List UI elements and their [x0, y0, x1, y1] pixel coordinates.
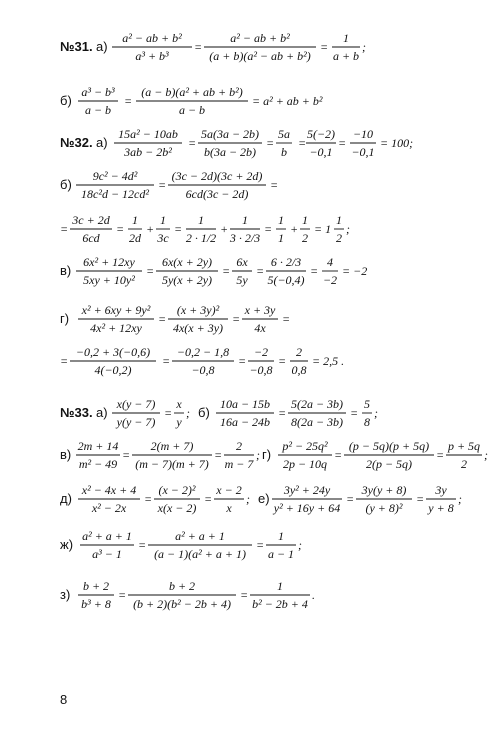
fraction-numerator: 15a² − 10ab — [118, 127, 178, 141]
equation-row-r33z — [0, 576, 499, 616]
fraction-numerator: (x + 3y)² — [176, 303, 220, 317]
fraction-numerator: 6x(x + 2y) — [161, 255, 213, 269]
expression-text: = — [266, 136, 275, 150]
expression-text: ; — [346, 222, 350, 236]
equation-svg — [0, 82, 499, 122]
equation-row-r32b2 — [0, 210, 499, 250]
expression-text: = — [298, 136, 307, 150]
expression-text: ; — [362, 40, 366, 54]
fraction-denominator: −0,8 — [249, 363, 273, 377]
equation-svg — [0, 342, 499, 382]
expression-text: = — [238, 354, 247, 368]
fraction-denominator: 2 — [461, 457, 467, 471]
equation-svg — [0, 300, 499, 340]
expression-text: = −2 — [342, 264, 368, 278]
expression-text: = — [346, 492, 355, 506]
problem-number: №33. — [60, 405, 93, 420]
fraction-numerator: 5a(3a − 2b) — [200, 127, 260, 141]
fraction-denominator: 8 — [364, 415, 370, 429]
fraction-numerator: 1 — [278, 529, 284, 543]
fraction-denominator: a + b — [332, 49, 360, 63]
fraction-numerator: 1 — [343, 31, 349, 45]
fraction-denominator: m − 7 — [224, 457, 254, 471]
fraction-denominator: −2 — [322, 273, 338, 287]
subproblem-label: в) — [60, 447, 72, 462]
fraction-numerator: 5 — [364, 397, 370, 411]
expression-text: . — [312, 588, 315, 602]
expression-text: = 2,5 . — [312, 354, 345, 368]
fraction-numerator: 5a — [278, 127, 290, 141]
fraction-numerator: (a − b)(a² + ab + b²) — [141, 85, 243, 99]
expression-text: = — [416, 492, 425, 506]
fraction-numerator: −10 — [352, 127, 374, 141]
subproblem-label: а) — [96, 405, 108, 420]
expression-text: = — [60, 222, 69, 236]
fraction-denominator: 18c²d − 12cd² — [81, 187, 149, 201]
expression-text: = — [138, 538, 147, 552]
fraction-numerator: 6x² + 12xy — [83, 255, 135, 269]
expression-text: = — [270, 178, 279, 192]
fraction-denominator: y — [176, 415, 182, 429]
fraction-denominator: −0,1 — [351, 145, 375, 159]
fraction-denominator: a − b — [84, 103, 112, 117]
fraction-denominator: 0,8 — [291, 363, 307, 377]
fraction-denominator: x² − 2x — [91, 501, 127, 515]
equation-row-r33ab — [0, 394, 499, 434]
expression-text: = — [264, 222, 273, 236]
fraction-denominator: 6cd(3c − 2d) — [185, 187, 249, 201]
equation-row-r32g1 — [0, 300, 499, 340]
fraction-denominator: a³ + b³ — [135, 49, 169, 63]
fraction-numerator: x — [176, 397, 182, 411]
fraction-numerator: 1 — [302, 213, 308, 227]
subproblem-label: б) — [60, 93, 72, 108]
equation-row-r32b1 — [0, 166, 499, 206]
fraction-numerator: (p − 5q)(p + 5q) — [348, 439, 430, 453]
fraction-denominator: b(3a − 2b) — [203, 145, 257, 159]
subproblem-label: б) — [60, 177, 72, 192]
fraction-numerator: 6 · 2/3 — [270, 255, 302, 269]
fraction-denominator: y + 8 — [428, 501, 454, 515]
subproblem-label: з) — [60, 587, 71, 602]
expression-text: = — [222, 264, 231, 278]
subproblem-label: в) — [60, 263, 72, 278]
fraction-numerator: p + 5q — [447, 439, 481, 453]
expression-text: = — [240, 588, 249, 602]
expression-text: + — [290, 222, 299, 236]
fraction-denominator: −0,8 — [191, 363, 215, 377]
subproblem-label: д) — [60, 491, 72, 506]
expression-text: = — [232, 312, 241, 326]
subproblem-label: е) — [258, 491, 270, 506]
fraction-denominator: 2 — [302, 231, 308, 245]
equation-svg — [0, 124, 499, 164]
fraction-numerator: x + 3y — [244, 303, 276, 317]
fraction-numerator: 6x — [236, 255, 248, 269]
expression-text: = — [310, 264, 319, 278]
fraction-denominator: 4(−0,2) — [94, 363, 132, 377]
expression-text: = — [146, 264, 155, 278]
fraction-denominator: x — [226, 501, 232, 515]
fraction-numerator: b + 2 — [168, 579, 196, 593]
fraction-numerator: a² + a + 1 — [82, 529, 132, 543]
fraction-numerator: 1 — [277, 579, 283, 593]
fraction-numerator: 1 — [198, 213, 204, 227]
fraction-denominator: 5y(x + 2y) — [161, 273, 213, 287]
expression-text: = — [116, 222, 125, 236]
fraction-numerator: 2(m + 7) — [150, 439, 194, 453]
fraction-denominator: 5xy + 10y² — [83, 273, 135, 287]
expression-text: = — [214, 448, 223, 462]
equation-svg — [0, 436, 499, 476]
fraction-denominator: 3c — [157, 231, 169, 245]
expression-text: = — [278, 354, 287, 368]
expression-text: ; — [298, 538, 302, 552]
equation-row-r33zh — [0, 526, 499, 566]
fraction-denominator: 2 — [336, 231, 342, 245]
fraction-denominator: b² − 2b + 4 — [252, 597, 308, 611]
expression-text: = — [350, 406, 359, 420]
fraction-denominator: 2p − 10q — [282, 457, 328, 471]
equation-svg — [0, 166, 499, 206]
fraction-denominator: 3ab − 2b² — [124, 145, 172, 159]
fraction-denominator: b³ + 8 — [81, 597, 111, 611]
equation-svg — [0, 394, 499, 434]
expression-text: + — [220, 222, 229, 236]
fraction-numerator: (3c − 2d)(3c + 2d) — [171, 169, 263, 183]
fraction-numerator: a² + a + 1 — [175, 529, 225, 543]
fraction-denominator: 5y — [236, 273, 248, 287]
fraction-denominator: (a − 1)(a² + a + 1) — [154, 547, 246, 561]
expression-text: = — [188, 136, 197, 150]
fraction-numerator: b + 2 — [82, 579, 110, 593]
fraction-numerator: x² − 4x + 4 — [81, 483, 137, 497]
problem-number: №32. — [60, 135, 93, 150]
fraction-denominator: y² + 16y + 64 — [273, 501, 341, 515]
fraction-numerator: 2 — [236, 439, 242, 453]
expression-text: = — [436, 448, 445, 462]
expression-text: = — [158, 312, 167, 326]
expression-text: = — [204, 492, 213, 506]
fraction-denominator: x(x − 2) — [157, 501, 197, 515]
expression-text: = — [144, 492, 153, 506]
fraction-denominator: 3 · 2/3 — [229, 231, 261, 245]
expression-text: ; — [246, 492, 250, 506]
fraction-denominator: (m − 7)(m + 7) — [135, 457, 209, 471]
fraction-numerator: 10a − 15b — [219, 397, 271, 411]
fraction-denominator: m² − 49 — [78, 457, 118, 471]
fraction-denominator: 2(p − 5q) — [365, 457, 413, 471]
fraction-denominator: −0,1 — [309, 145, 333, 159]
expression-text: = — [122, 448, 131, 462]
fraction-numerator: x(y − 7) — [116, 397, 156, 411]
subproblem-label: а) — [96, 39, 108, 54]
expression-text: = — [158, 178, 167, 192]
fraction-denominator: a − 1 — [267, 547, 295, 561]
fraction-numerator: 9c² − 4d² — [92, 169, 138, 183]
fraction-denominator: 4x — [254, 321, 266, 335]
fraction-denominator: 6cd — [82, 231, 100, 245]
equation-row-r33de — [0, 480, 499, 520]
expression-text: = — [124, 94, 133, 108]
subproblem-label: б) — [198, 405, 210, 420]
fraction-denominator: a³ − 1 — [92, 547, 122, 561]
fraction-denominator: y(y − 7) — [116, 415, 156, 429]
equation-row-r31b — [0, 82, 499, 122]
page-number: 8 — [60, 692, 68, 707]
expression-text: = — [118, 588, 127, 602]
expression-text: = — [338, 136, 347, 150]
equation-svg — [0, 576, 499, 616]
equation-row-r31a — [0, 28, 499, 68]
fraction-denominator: (y + 8)² — [365, 501, 403, 515]
fraction-denominator: 16a − 24b — [219, 415, 271, 429]
fraction-numerator: −0,2 + 3(−0,6) — [75, 345, 151, 359]
fraction-numerator: 5(−2) — [306, 127, 336, 141]
fraction-numerator: 2m + 14 — [77, 439, 119, 453]
equation-svg — [0, 210, 499, 250]
equation-svg — [0, 252, 499, 292]
fraction-numerator: x² + 6xy + 9y² — [81, 303, 151, 317]
expression-text: = — [320, 40, 329, 54]
subproblem-label: г) — [262, 447, 272, 462]
fraction-numerator: 1 — [336, 213, 342, 227]
equation-row-r32a — [0, 124, 499, 164]
fraction-numerator: a² − ab + b² — [230, 31, 290, 45]
subproblem-label: ж) — [60, 537, 74, 552]
expression-text: = — [162, 354, 171, 368]
fraction-numerator: 1 — [160, 213, 166, 227]
subproblem-label: г) — [60, 311, 70, 326]
expression-text: = — [278, 406, 287, 420]
equation-row-r32g2 — [0, 342, 499, 382]
expression-text: = — [282, 312, 291, 326]
expression-text: = 1 — [314, 222, 332, 236]
expression-text: = — [164, 406, 173, 420]
equation-svg — [0, 526, 499, 566]
fraction-denominator: 8(2a − 3b) — [290, 415, 344, 429]
fraction-numerator: 3y² + 24y — [283, 483, 331, 497]
expression-text: ; — [458, 492, 462, 506]
fraction-denominator: 2 · 1/2 — [185, 231, 217, 245]
fraction-numerator: x − 2 — [216, 483, 242, 497]
fraction-numerator: (x − 2)² — [158, 483, 196, 497]
fraction-denominator: 4x(x + 3y) — [172, 321, 224, 335]
fraction-numerator: 5(2a − 3b) — [290, 397, 344, 411]
fraction-denominator: 2d — [129, 231, 141, 245]
fraction-numerator: p² − 25q² — [282, 439, 328, 453]
fraction-numerator: 1 — [242, 213, 248, 227]
fraction-numerator: a³ − b³ — [81, 85, 115, 99]
fraction-denominator: b — [281, 145, 287, 159]
fraction-numerator: 2 — [296, 345, 302, 359]
fraction-numerator: 3y — [435, 483, 447, 497]
fraction-numerator: a² − ab + b² — [122, 31, 182, 45]
fraction-numerator: −2 — [253, 345, 269, 359]
expression-text: = — [60, 354, 69, 368]
expression-text: ; — [374, 406, 378, 420]
expression-text: = — [334, 448, 343, 462]
expression-text: = — [194, 40, 203, 54]
expression-text: ; — [484, 448, 488, 462]
expression-text: ; — [186, 406, 190, 420]
fraction-numerator: 3y(y + 8) — [361, 483, 407, 497]
equation-svg — [0, 480, 499, 520]
equation-svg — [0, 28, 499, 68]
expression-text: = — [174, 222, 183, 236]
expression-text: = — [256, 538, 265, 552]
equation-row-r33vg — [0, 436, 499, 476]
fraction-denominator: (a + b)(a² − ab + b²) — [209, 49, 311, 63]
fraction-numerator: 1 — [278, 213, 284, 227]
equation-row-r32v — [0, 252, 499, 292]
fraction-numerator: 3c + 2d — [72, 213, 110, 227]
fraction-denominator: 1 — [278, 231, 284, 245]
fraction-numerator: 1 — [132, 213, 138, 227]
expression-text: = 100; — [380, 136, 414, 150]
expression-text: = — [256, 264, 265, 278]
fraction-denominator: a − b — [178, 103, 206, 117]
expression-text: ; — [256, 448, 260, 462]
expression-text: + — [146, 222, 155, 236]
fraction-denominator: 4x² + 12xy — [90, 321, 142, 335]
subproblem-label: а) — [96, 135, 108, 150]
problem-number: №31. — [60, 39, 93, 54]
fraction-numerator: 4 — [327, 255, 333, 269]
expression-text: = a² + ab + b² — [252, 94, 323, 108]
fraction-numerator: −0,2 − 1,8 — [176, 345, 230, 359]
fraction-denominator: (b + 2)(b² − 2b + 4) — [133, 597, 231, 611]
fraction-denominator: 5(−0,4) — [267, 273, 305, 287]
